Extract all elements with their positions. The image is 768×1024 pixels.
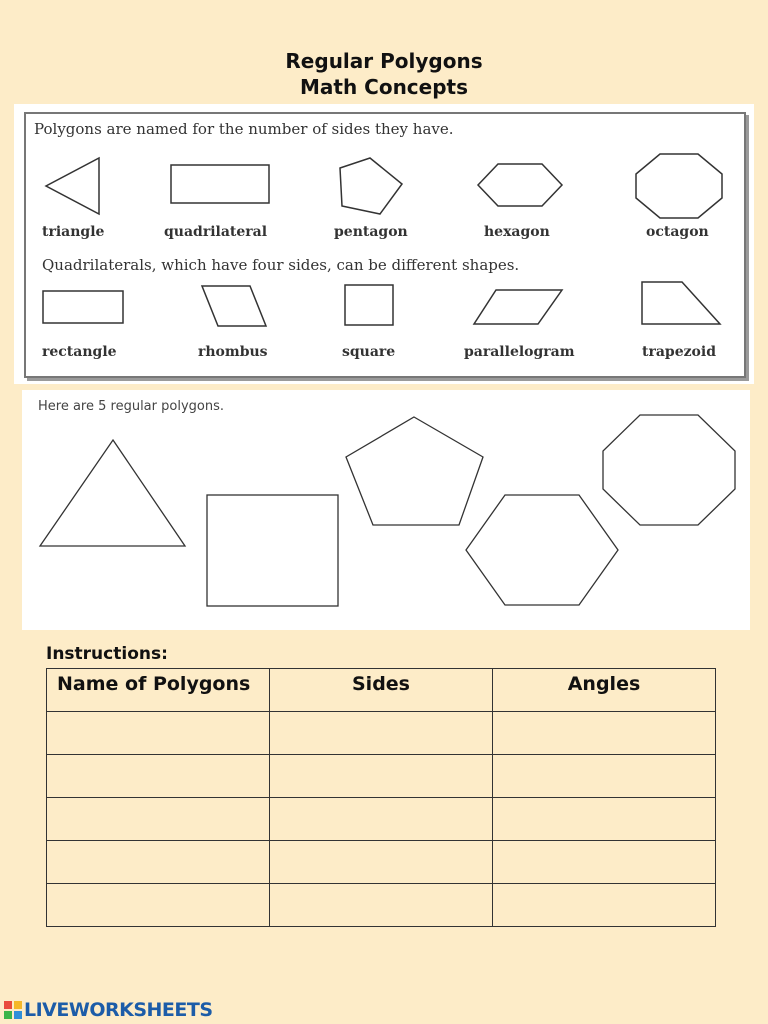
- trapezoid-icon: [640, 280, 722, 326]
- instructions-label: Instructions:: [46, 644, 168, 664]
- table-row: [47, 712, 716, 755]
- label-hexagon: hexagon: [484, 224, 550, 240]
- regular-hexagon-icon: [466, 495, 618, 605]
- polygon-answer-table: [46, 668, 716, 927]
- answer-cell-angles[interactable]: [493, 884, 716, 927]
- answer-cell-sides[interactable]: [270, 798, 493, 841]
- polygon-names-panel: [14, 104, 754, 384]
- column-header-angles: Angles: [493, 669, 716, 712]
- regular-triangle-icon: [40, 440, 185, 546]
- table-row: [47, 884, 716, 927]
- answer-cell-sides[interactable]: [270, 841, 493, 884]
- parallelogram-icon: [472, 288, 564, 326]
- liveworksheets-logo-icon: [4, 1001, 22, 1019]
- label-rectangle: rectangle: [42, 344, 117, 360]
- table-row: [47, 755, 716, 798]
- column-header-name: Name of Polygons: [47, 669, 270, 712]
- polygon-names-frame: [24, 112, 746, 378]
- page-title: Regular Polygons: [285, 49, 483, 73]
- liveworksheets-logo[interactable]: [4, 998, 213, 1022]
- table-row: [47, 798, 716, 841]
- answer-cell-name[interactable]: [47, 712, 270, 755]
- page-subtitle: Math Concepts: [299, 75, 469, 99]
- regular-pentagon-icon: [346, 417, 483, 525]
- answer-cell-name[interactable]: [47, 841, 270, 884]
- regular-square-icon: [207, 495, 338, 606]
- square-icon: [344, 284, 394, 326]
- regular-polygons-intro: Here are 5 regular polygons.: [38, 399, 224, 414]
- answer-cell-angles[interactable]: [493, 712, 716, 755]
- table-header-row: [47, 669, 716, 712]
- hexagon-icon: [476, 162, 564, 208]
- liveworksheets-logo-text: LIVEWORKSHEETS: [24, 999, 213, 1021]
- label-octagon: octagon: [646, 224, 709, 240]
- regular-polygons-panel: [22, 390, 750, 630]
- regular-polygons-figure: [22, 390, 750, 630]
- triangle-icon: [44, 156, 104, 216]
- quadrilateral-note: Quadrilaterals, which have four sides, can be different shapes.: [42, 256, 520, 274]
- pentagon-icon: [338, 156, 404, 216]
- answer-cell-sides[interactable]: [270, 712, 493, 755]
- label-rhombus: rhombus: [198, 344, 268, 360]
- label-parallelogram: parallelogram: [464, 344, 575, 360]
- polygon-names-intro: Polygons are named for the number of sides they have.: [34, 120, 454, 138]
- label-triangle: triangle: [42, 224, 105, 240]
- answer-cell-name[interactable]: [47, 798, 270, 841]
- label-square: square: [342, 344, 396, 360]
- column-header-sides: Sides: [270, 669, 493, 712]
- answer-cell-angles[interactable]: [493, 798, 716, 841]
- table-row: [47, 841, 716, 884]
- rectangle-icon: [42, 290, 124, 324]
- regular-octagon-icon: [603, 415, 735, 525]
- octagon-icon: [634, 152, 724, 220]
- answer-cell-sides[interactable]: [270, 884, 493, 927]
- quadrilateral-icon: [170, 164, 270, 204]
- rhombus-icon: [200, 284, 268, 328]
- answer-cell-name[interactable]: [47, 884, 270, 927]
- label-quadrilateral: quadrilateral: [164, 224, 268, 240]
- answer-cell-angles[interactable]: [493, 755, 716, 798]
- answer-cell-angles[interactable]: [493, 841, 716, 884]
- label-pentagon: pentagon: [334, 224, 408, 240]
- answer-cell-sides[interactable]: [270, 755, 493, 798]
- label-trapezoid: trapezoid: [642, 344, 717, 360]
- answer-cell-name[interactable]: [47, 755, 270, 798]
